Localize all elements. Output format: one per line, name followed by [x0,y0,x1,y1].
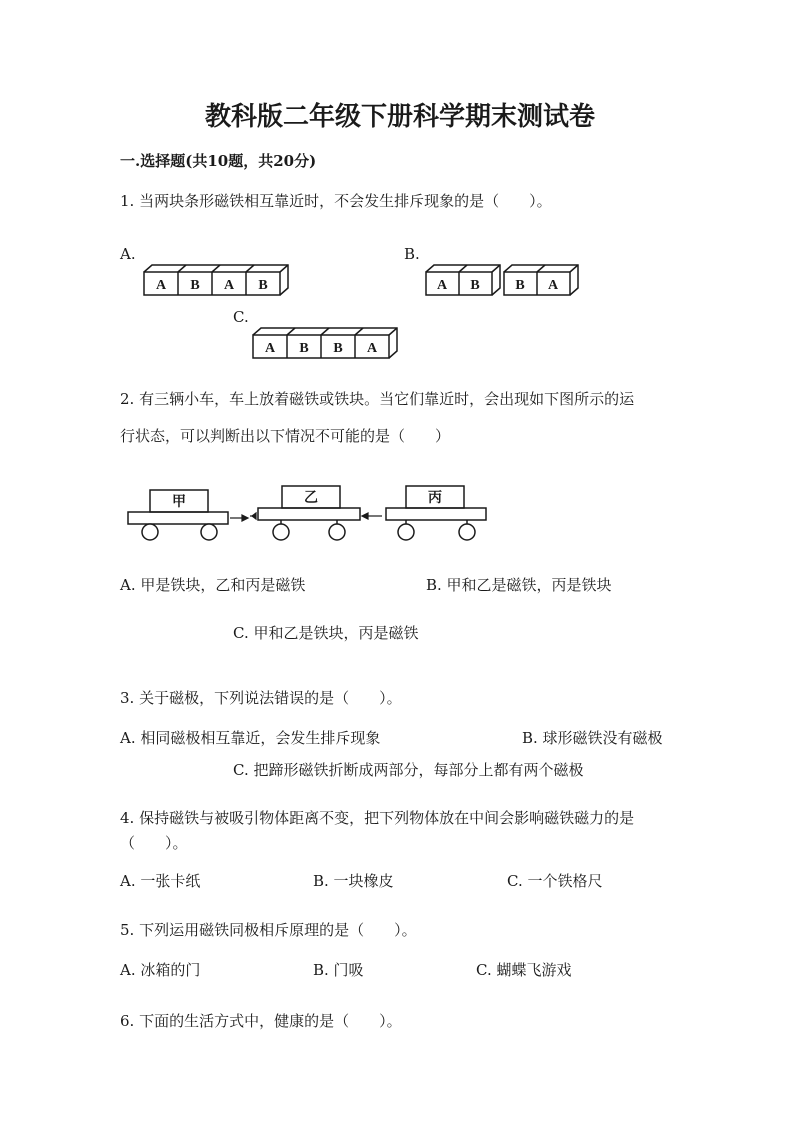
q5-option-a: A. 冰箱的门 [120,961,201,979]
magnet-a-diagram [140,262,292,298]
magnet-b-right-pole-2: A [547,278,559,293]
magnet-b-left-pole-1: A [436,278,448,293]
cart-bing-label: 丙 [428,491,442,506]
q2-stem-line1: 2. 有三辆小车，车上放着磁铁或铁块。当它们靠近时，会出现如下图所示的运 [120,390,635,408]
q5-option-b: B. 门吸 [313,961,364,979]
magnet-a-pole-2: B [190,278,200,293]
magnet-c-pole-3: B [333,341,343,356]
q5-option-c: C. 蝴蝶飞游戏 [476,961,572,979]
q2-option-a: A. 甲是铁块，乙和丙是磁铁 [120,576,306,594]
q2-option-c: C. 甲和乙是铁块，丙是磁铁 [233,624,419,642]
magnet-c-diagram [249,325,401,361]
cart-jia-label: 甲 [172,495,186,510]
magnet-a-pole-1: A [155,278,167,293]
q3-option-a: A. 相同磁极相互靠近，会发生排斥现象 [120,729,381,747]
q3-option-b: B. 球形磁铁没有磁极 [522,729,663,747]
q1-stem: 1. 当两块条形磁铁相互靠近时，不会发生排斥现象的是（ ）。 [120,192,552,210]
q1-option-c-label: C. [233,308,249,326]
q4-option-a: A. 一张卡纸 [120,872,201,890]
q6-stem: 6. 下面的生活方式中，健康的是（ ）。 [120,1012,402,1030]
q3-stem: 3. 关于磁极，下列说法错误的是（ ）。 [120,689,402,707]
magnet-b-left-diagram [422,262,502,298]
magnet-b-right-diagram [500,262,580,298]
magnet-c-pole-4: A [366,341,378,356]
magnet-c-pole-1: A [264,341,276,356]
page-title: 教科版二年级下册科学期末测试卷 [204,102,595,132]
section-heading: 一.选择题(共10题，共20分) [120,152,317,170]
q1-option-b-label: B. [404,245,420,263]
q3-option-c: C. 把蹄形磁铁折断成两部分，每部分上都有两个磁极 [233,761,584,779]
q4-option-c: C. 一个铁格尺 [507,872,603,890]
q4-option-b: B. 一块橡皮 [313,872,394,890]
magnet-b-right-pole-1: B [515,278,525,293]
magnet-a-pole-4: B [258,278,268,293]
cart-yi-label: 乙 [304,491,318,506]
q1-option-a-label: A. [120,245,136,263]
q5-stem: 5. 下列运用磁铁同极相斥原理的是（ ）。 [120,921,417,939]
q2-option-b: B. 甲和乙是磁铁，丙是铁块 [426,576,612,594]
magnet-c-pole-2: B [299,341,309,356]
carts-diagram [124,480,492,546]
q2-stem-line2: 行状态，可以判断出以下情况不可能的是（ ） [120,427,451,445]
magnet-a-pole-3: A [223,278,235,293]
magnet-b-left-pole-2: B [470,278,480,293]
q4-stem-line1: 4. 保持磁铁与被吸引物体距离不变，把下列物体放在中间会影响磁铁磁力的是 [120,809,635,827]
q4-stem-line2: （ ）。 [120,834,188,852]
